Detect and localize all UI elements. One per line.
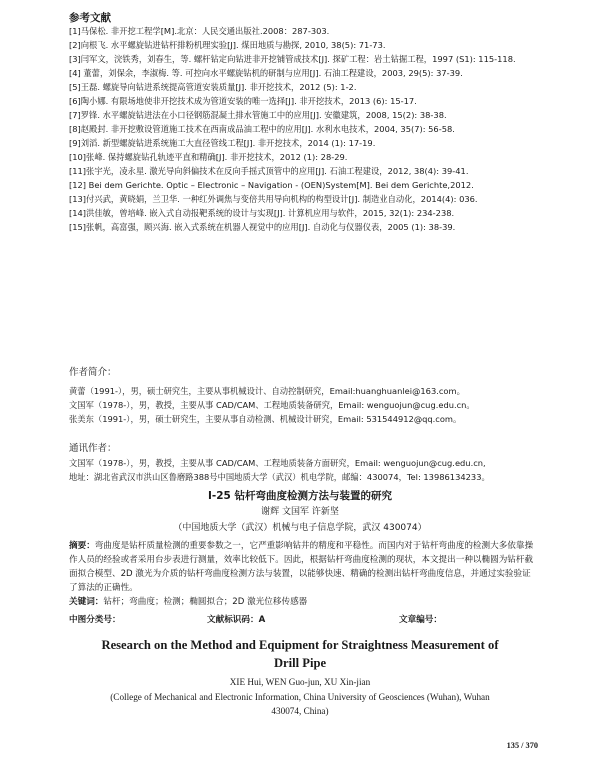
article-number-label: 文章编号： [399,615,442,625]
page-number: 135 / 370 [506,741,538,750]
keywords-text: 钻杆；弯曲度；检测；椭圆拟合；2D 激光位移传感器 [103,597,308,607]
reference-item: [4] 董蕾，刘保余，李淑梅. 等. 可控向水平螺旋钻机的研制与应用[J]. 石油工程建设，2003, 29(5): 37-39. [69,68,463,78]
authors-en: XIE Hui, WEN Guo-jun, XU Xin-jian [229,677,371,687]
paper-title-cn: I-25 钻杆弯曲度检测方法与装置的研究 [207,490,393,502]
reference-item: [7]罗锋. 水平螺旋钻进法在小口径钢筋混凝土排水管施工中的应用[J]. 安徽建筑，2008, 15(2): 38-38. [69,110,447,120]
reference-item: [3]闫军文，浣铁秀，刘春生，等. 螺杆钻定向钻进非开挖铺管成技术[J]. 探矿工程：岩土钻掘工程，1997 (S1): 115-118. [69,54,516,64]
correspondence-label: 通讯作者： [69,443,117,454]
abstract-label: 摘要： [69,541,95,551]
reference-item: [10]张峰. 保持螺旋钻孔轨迹平直和精确[J]. 非开挖技术，2012 (1): 28-29. [69,152,348,162]
correspondence-line: 地址：湖北省武汉市洪山区鲁磨路388号中国地质大学（武汉）机电学院，邮编：430074，Tel: 13986134233。 [69,472,490,482]
author-intro-line: 张美东（1991-），男，硕士研究生，主要从事自动检测、机械设计研究，Email: 531544912@qq.com。 [69,414,462,424]
class-number-label: 中图分类号： [69,615,121,625]
reference-item: [12] Bei dem Gerichte. Optic – Electronic – Navigation - (OEN)System[M]. Bei dem Gerichte,2012. [69,180,474,190]
author-intro-line: 黄蕾（1991-），男，硕士研究生，主要从事机械设计、自动控制研究，Email:huanghuanlei@163.com。 [69,386,465,396]
reference-item: [1]马保松. 非开挖工程学[M].北京：人民交通出版社.2008：287-303. [69,26,330,36]
author-intro-line: 文国军（1978-），男，教授，主要从事 CAD/CAM、工程地质装备研究，Email: wenguojun@cug.edu.cn。 [69,400,475,410]
author-intro-label: 作者简介： [69,367,117,378]
affiliation-cn: （中国地质大学（武汉）机械与电子信息学院，武汉 430074） [173,523,427,533]
correspondence-line: 文国军（1978-），男，教授，主要从事 CAD/CAM、工程地质装备方面研究，Email: wenguojun@cug.edu.cn, [69,458,486,468]
abstract-text: 弯曲度是钻杆质量检测的重要参数之一，它严重影响钻井的精度和平稳性。而国内对于钻杆弯曲度的检测大多依靠操作人员的经验或者采用台步表进行测量，效率比较低下。因此，根据钻杆弯曲度检测的现状，本文提出一种以椭圆为钻杆截面拟合模型、2D 激光为介质的钻杆弯曲度检测方法与装置，以能够快速、精确的检测出钻杆弯曲度信息，并通过实验验证了算法的正确性。 [69,541,534,593]
paper-title-en-line2: Drill Pipe [273,656,327,670]
authors-cn: 谢辉 文国军 许新坚 [261,507,339,517]
doc-code-label: 文献标识码：A [207,615,266,625]
reference-item: [15]张帆，高富强，顾兴海. 嵌入式系统在机器人视觉中的应用[J]. 自动化与仪器仪表，2005 (1): 38-39. [69,222,456,232]
reference-item: [13]付兴武，黄晓娟，兰卫华. 一种红外调焦与变倍共用导向机构的构型设计[J]. 制造业自动化，2014(4): 036. [69,194,478,204]
reference-item: [11]张宇光，凌永星. 激光导向斜偏技术在反向手摇式顶管中的应用[J]. 石油工程建设，2012, 38(4): 39-41. [69,166,469,176]
reference-item: [9]刘滔. 新型螺旋钻进系统施工大直径管线工程[J]. 非开挖技术，2014 (1): 17-19. [69,138,376,148]
reference-item: [8]赵殿封. 非开挖敷设管道施工技术在西南成品油工程中的应用[J]. 水利水电技术，2004, 35(7): 56-58. [69,124,455,134]
reference-item: [5]王磊. 螺旋导向钻进系统提高管道安装质量[J]. 非开挖技术，2012 (5): 1-2. [69,82,357,92]
abstract-block [69,539,539,609]
references-heading: 参考文献 [69,12,111,24]
reference-item: [14]洪佳敏，曾培峰. 嵌入式自动报靶系统的设计与实现[J]. 计算机应用与软件，2015, 32(1): 234-238. [69,208,455,218]
reference-list [69,24,539,234]
affiliation-en-line1: (College of Mechanical and Electronic Information, China University of Geosciences (Wuhan), Wuhan [110,692,490,702]
keywords-label: 关键词： [69,597,104,607]
reference-item: [2]向根飞. 水平螺旋钻进钻杆排粉机理实验[J]. 煤田地质与勘探, 2010, 38(5): 71-73. [69,40,386,50]
paper-title-en-line1: Research on the Method and Equipment for Straightness Measurement of [101,638,499,652]
affiliation-en-line2: 430074, China) [271,706,329,716]
reference-item: [6]陶小娜. 有限场地使非开挖技术成为管道安装的唯一选择[J]. 非开挖技术，2013 (6): 15-17. [69,96,417,106]
